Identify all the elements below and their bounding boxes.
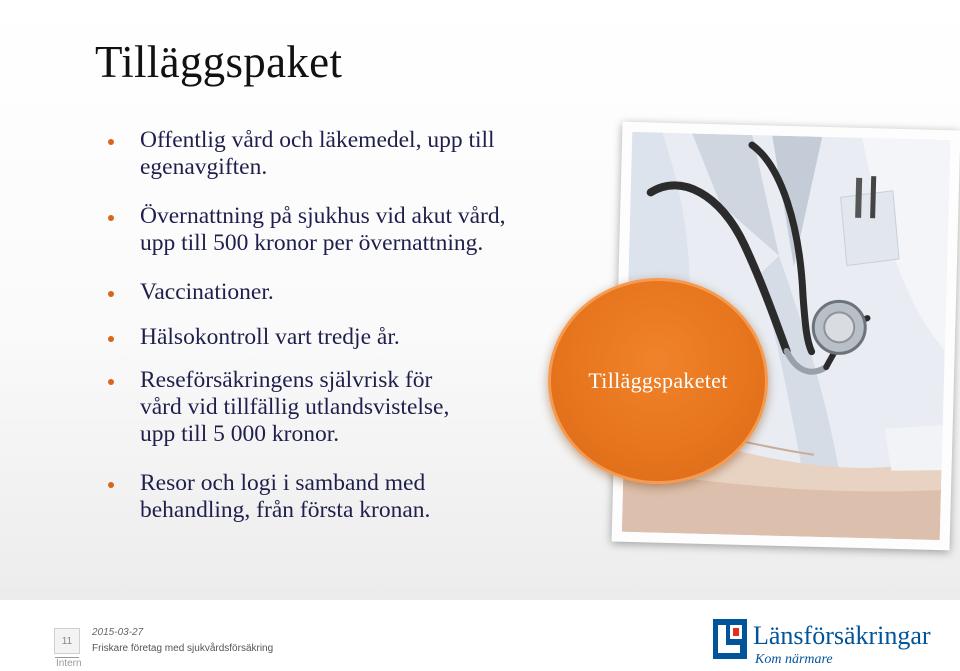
bullet-dot-icon: [108, 139, 114, 145]
footer-date: 2015-03-27: [92, 627, 144, 638]
bullet-dot-icon: [108, 291, 114, 297]
logo-mark-icon: [713, 619, 747, 659]
tillaggspaketet-badge: [548, 278, 768, 484]
bullet-dot-icon: [108, 215, 114, 221]
lansforsakringar-logo: [713, 617, 931, 669]
footer-subtitle: Friskare företag med sjukvårdsförsäkring: [92, 643, 274, 654]
bullet-item: Vaccinationer.: [108, 279, 578, 306]
bullet-item: Övernattning på sjukhus vid akut vård, upp till 500 kronor per övernattning.: [108, 203, 578, 257]
bullet-dot-icon: [108, 482, 114, 488]
bullet-dot-icon: [108, 379, 114, 385]
logo-name: Länsförsäkringar: [753, 621, 931, 650]
bullet-item: Hälsokontroll vart tredje år.: [108, 324, 578, 351]
bullet-list: [108, 127, 578, 546]
classification-label: Intern: [56, 658, 82, 669]
slide-title: Tilläggspaket: [95, 37, 343, 87]
badge-label: Tilläggspaketet: [588, 368, 728, 393]
logo-tagline: Kom närmare: [755, 652, 833, 667]
bullet-item: Resor och logi i samband med behandling, från första kronan.: [108, 470, 578, 524]
bullet-item: Offentlig vård och läkemedel, upp till egenavgiften.: [108, 127, 578, 181]
bullet-dot-icon: [108, 336, 114, 342]
bullet-item: Reseförsäkringens självrisk för vård vid tillfällig utlandsvistelse, upp till 5 000 kronor.: [108, 367, 578, 448]
page-number: 11: [54, 628, 80, 654]
